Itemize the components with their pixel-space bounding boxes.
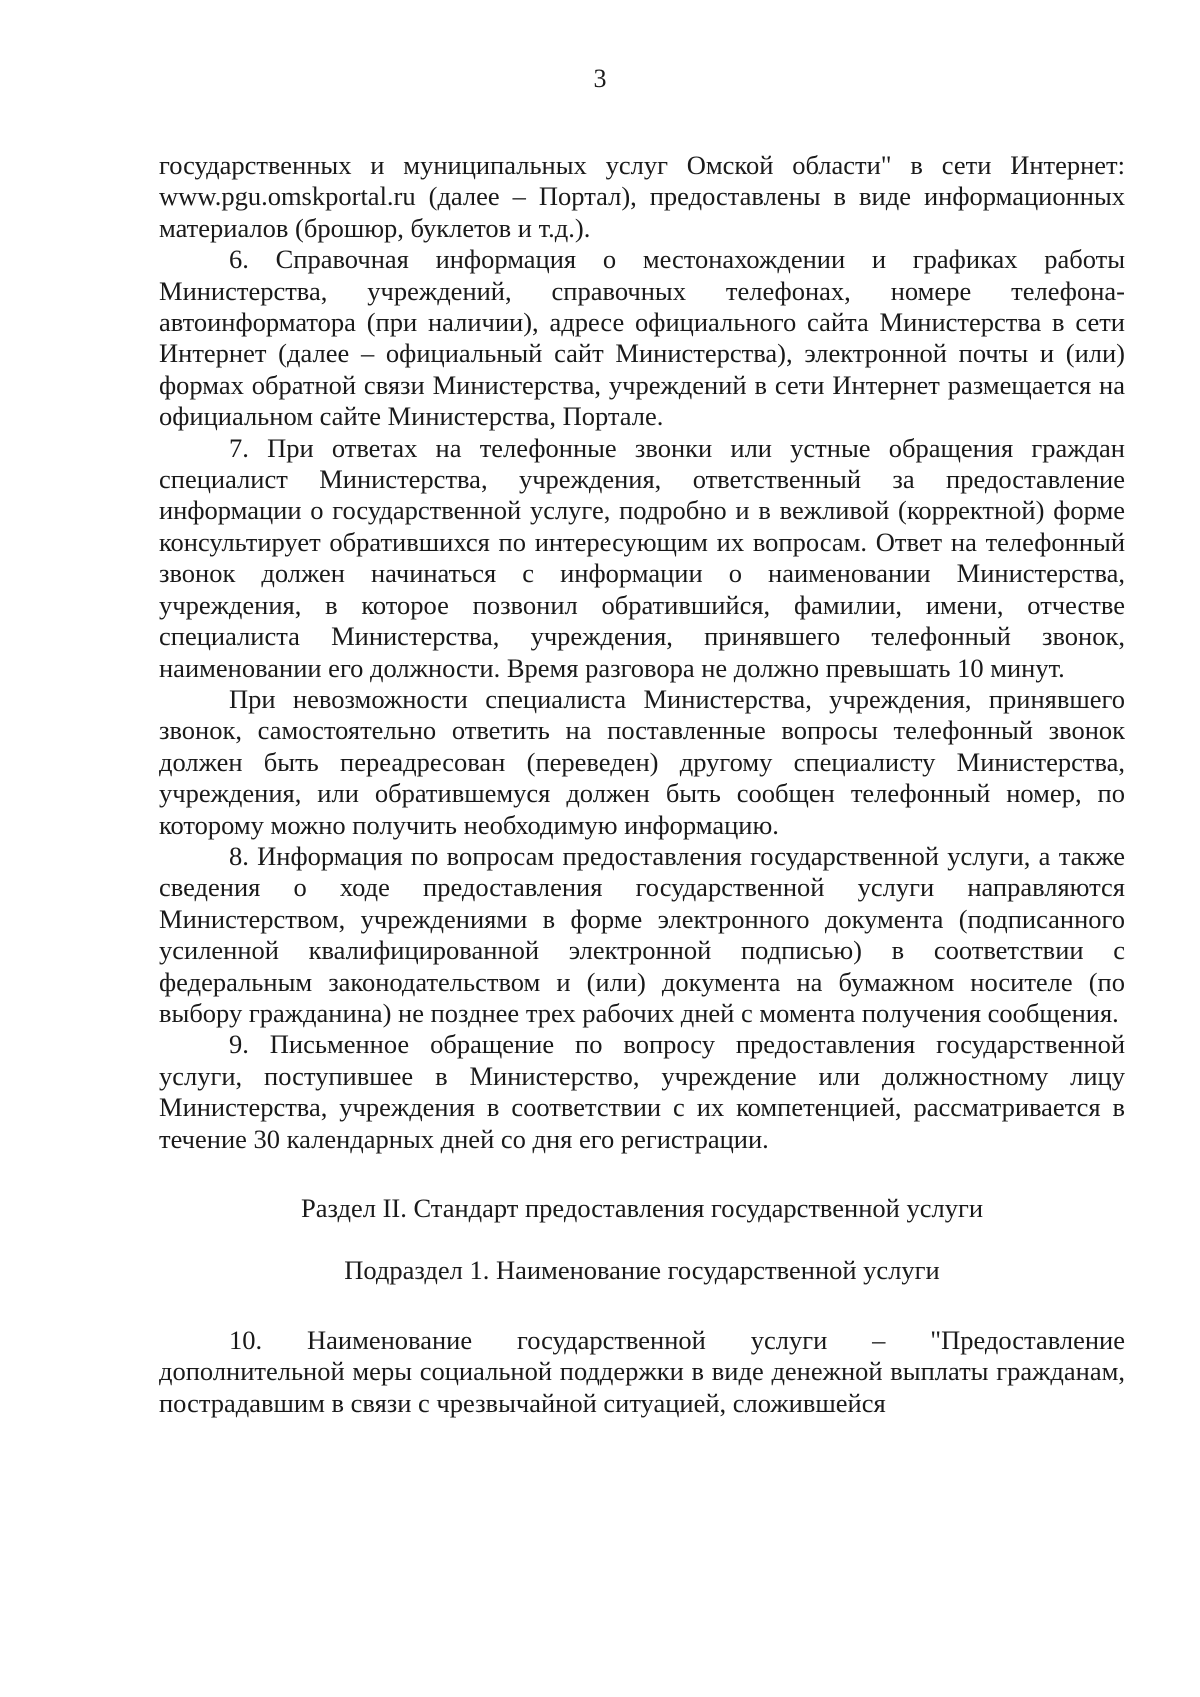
paragraph-7-continued: При невозможности специалиста Министерства, учреждения, принявшего звонок, самостоятельно ответить на поставленные вопросы телефонный звонок должен быть переадресован (переведен) другому специалисту Министерства, учреждения, или обратившемуся должен быть сообщен телефонный номер, по которому можно получить необходимую информацию. [159, 683, 1125, 840]
subsection-heading: Подраздел 1. Наименование государственной услуги [344, 1255, 940, 1286]
paragraph-9: 9. Письменное обращение по вопросу предоставления государственной услуги, поступившее в Министерство, учреждение или должностному лицу Министерства, учреждения в соответствии с их компетенцией, рассматривается в течение 30 календарных дней со дня его регистрации. [159, 1029, 1125, 1154]
section-heading: Раздел II. Стандарт предоставления государственной услуги [300, 1193, 984, 1223]
page-number: 3 [593, 64, 607, 93]
paragraph-10: 10. Наименование государственной услуги – "Предоставление дополнительной меры социальной поддержки в виде денежной выплаты гражданам, пострадавшим в связи с чрезвычайной ситуацией, сложившейся [159, 1324, 1125, 1418]
paragraph-6: 6. Справочная информация о местонахождении и графиках работы Министерства, учреждений, справочных телефонах, номере телефона-автоинформатора (при наличии), адресе официального сайта Министерства в сети Интернет (далее – официальный сайт Министерства), электронной почты и (или) формах обратной связи Министерства, учреждений в сети Интернет размещается на официальном сайте Министерства, Портале. [159, 244, 1125, 432]
paragraph-7: 7. При ответах на телефонные звонки или устные обращения граждан специалист Министерства, учреждения, ответственный за предоставление информации о государственной услуге, подробно и в вежливой (корректной) форме консультирует обратившихся по интересующим их вопросам. Ответ на телефонный звонок должен начинаться с информации о наименовании Министерства, учреждения, в которое позвонил обратившийся, фамилии, имени, отчестве специалиста Министерства, учреждения, принявшего телефонный звонок, наименовании его должности. Время разговора не должно превышать 10 минут. [159, 432, 1125, 683]
paragraph-continuation: государственных и муниципальных услуг Омской области" в сети Интернет: www.pgu.omskportal.ru (далее – Портал), предоставлены в виде информационных материалов (брошюр, буклетов и т.д.). [159, 150, 1125, 243]
document-body [159, 150, 1125, 1419]
paragraph-8: 8. Информация по вопросам предоставления государственной услуги, а также сведения о ходе предоставления государственной услуги направляются Министерством, учреждениями в форме электронного документа (подписанного усиленной квалифицированной электронной подписью) в соответствии с федеральным законодательством и (или) документа на бумажном носителе (по выбору гражданина) не позднее трех рабочих дней с момента получения сообщения. [159, 840, 1125, 1028]
